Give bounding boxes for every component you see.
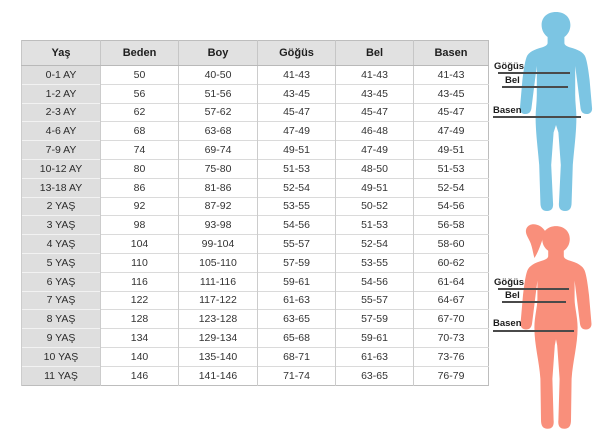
table-cell: 47-49 xyxy=(258,122,336,141)
column-header: Beden xyxy=(101,41,179,66)
girl-chest-label: Göğüs xyxy=(494,277,525,288)
girl-waist-label: Bel xyxy=(505,290,520,301)
table-cell: 47-49 xyxy=(414,122,489,141)
table-cell: 45-47 xyxy=(414,103,489,122)
table-cell: 104 xyxy=(101,235,179,254)
table-row xyxy=(22,310,489,329)
table-cell: 43-45 xyxy=(414,84,489,103)
row-header-cell: 3 YAŞ xyxy=(22,216,101,235)
table-cell: 110 xyxy=(101,253,179,272)
table-row xyxy=(22,103,489,122)
header-row xyxy=(22,41,489,66)
column-header: Boy xyxy=(179,41,258,66)
table-cell: 111-116 xyxy=(179,272,258,291)
table-cell: 75-80 xyxy=(179,159,258,178)
table-cell: 123-128 xyxy=(179,310,258,329)
table-cell: 59-61 xyxy=(258,272,336,291)
girl-hips-label: Basen xyxy=(493,318,522,329)
table-cell: 43-45 xyxy=(258,84,336,103)
table-cell: 116 xyxy=(101,272,179,291)
table-cell: 58-60 xyxy=(414,235,489,254)
table-cell: 65-68 xyxy=(258,329,336,348)
table-cell: 93-98 xyxy=(179,216,258,235)
table-cell: 50-52 xyxy=(336,197,414,216)
table-cell: 49-51 xyxy=(258,141,336,160)
boy-figure xyxy=(514,10,598,220)
table-row xyxy=(22,66,489,85)
table-row xyxy=(22,253,489,272)
table-row xyxy=(22,141,489,160)
table-cell: 51-56 xyxy=(179,84,258,103)
table-cell: 117-122 xyxy=(179,291,258,310)
table-cell: 73-76 xyxy=(414,347,489,366)
table-cell: 146 xyxy=(101,366,179,385)
girl-ponytail-shape xyxy=(526,224,545,258)
table-cell: 134 xyxy=(101,329,179,348)
boy-waist-label: Bel xyxy=(505,75,520,86)
table-cell: 57-62 xyxy=(179,103,258,122)
row-header-cell: 10 YAŞ xyxy=(22,347,101,366)
table-cell: 57-59 xyxy=(336,310,414,329)
table-cell: 59-61 xyxy=(336,329,414,348)
table-cell: 70-73 xyxy=(414,329,489,348)
row-header-cell: 7-9 AY xyxy=(22,141,101,160)
table-cell: 81-86 xyxy=(179,178,258,197)
column-header: Yaş xyxy=(22,41,101,66)
table-cell: 69-74 xyxy=(179,141,258,160)
table-cell: 141-146 xyxy=(179,366,258,385)
table-cell: 51-53 xyxy=(414,159,489,178)
table-cell: 122 xyxy=(101,291,179,310)
table-cell: 54-56 xyxy=(336,272,414,291)
table-cell: 98 xyxy=(101,216,179,235)
row-header-cell: 9 YAŞ xyxy=(22,329,101,348)
table-row xyxy=(22,197,489,216)
column-header: Bel xyxy=(336,41,414,66)
table-cell: 49-51 xyxy=(414,141,489,160)
table-row xyxy=(22,347,489,366)
table-cell: 128 xyxy=(101,310,179,329)
girl-waist-line xyxy=(502,301,566,303)
table-cell: 62 xyxy=(101,103,179,122)
boy-hips-label: Basen xyxy=(493,105,522,116)
table-cell: 135-140 xyxy=(179,347,258,366)
table-cell: 140 xyxy=(101,347,179,366)
column-header: Basen xyxy=(414,41,489,66)
size-table xyxy=(21,40,489,386)
table-cell: 80 xyxy=(101,159,179,178)
table-cell: 71-74 xyxy=(258,366,336,385)
boy-silhouette xyxy=(514,10,598,220)
table-row xyxy=(22,272,489,291)
table-cell: 52-54 xyxy=(258,178,336,197)
boy-waist-line xyxy=(502,86,568,88)
table-cell: 53-55 xyxy=(336,253,414,272)
table-row xyxy=(22,235,489,254)
row-header-cell: 0-1 AY xyxy=(22,66,101,85)
table-cell: 105-110 xyxy=(179,253,258,272)
table-cell: 47-49 xyxy=(336,141,414,160)
boy-chest-label: Göğüs xyxy=(494,61,525,72)
table-cell: 52-54 xyxy=(414,178,489,197)
table-cell: 61-63 xyxy=(258,291,336,310)
table-row xyxy=(22,216,489,235)
table-cell: 46-48 xyxy=(336,122,414,141)
table-cell: 53-55 xyxy=(258,197,336,216)
table-cell: 50 xyxy=(101,66,179,85)
table-cell: 60-62 xyxy=(414,253,489,272)
table-cell: 63-68 xyxy=(179,122,258,141)
table-row xyxy=(22,122,489,141)
row-header-cell: 4 YAŞ xyxy=(22,235,101,254)
table-row xyxy=(22,329,489,348)
row-header-cell: 6 YAŞ xyxy=(22,272,101,291)
table-cell: 67-70 xyxy=(414,310,489,329)
table-cell: 55-57 xyxy=(336,291,414,310)
table-cell: 68 xyxy=(101,122,179,141)
column-header: Göğüs xyxy=(258,41,336,66)
table-row xyxy=(22,159,489,178)
table-cell: 54-56 xyxy=(258,216,336,235)
row-header-cell: 1-2 AY xyxy=(22,84,101,103)
table-cell: 41-43 xyxy=(414,66,489,85)
row-header-cell: 13-18 AY xyxy=(22,178,101,197)
table-cell: 68-71 xyxy=(258,347,336,366)
table-cell: 51-53 xyxy=(258,159,336,178)
table-cell: 87-92 xyxy=(179,197,258,216)
table-cell: 92 xyxy=(101,197,179,216)
table-cell: 86 xyxy=(101,178,179,197)
table-cell: 52-54 xyxy=(336,235,414,254)
table-cell: 45-47 xyxy=(258,103,336,122)
boy-body-shape xyxy=(520,12,592,211)
row-header-cell: 7 YAŞ xyxy=(22,291,101,310)
table-cell: 41-43 xyxy=(258,66,336,85)
table-cell: 56-58 xyxy=(414,216,489,235)
table-cell: 76-79 xyxy=(414,366,489,385)
table-cell: 54-56 xyxy=(414,197,489,216)
table-row xyxy=(22,291,489,310)
table-cell: 41-43 xyxy=(336,66,414,85)
table-cell: 64-67 xyxy=(414,291,489,310)
table-cell: 56 xyxy=(101,84,179,103)
table-cell: 129-134 xyxy=(179,329,258,348)
table-cell: 51-53 xyxy=(336,216,414,235)
table-cell: 55-57 xyxy=(258,235,336,254)
girl-body-shape xyxy=(521,226,592,429)
row-header-cell: 5 YAŞ xyxy=(22,253,101,272)
table-cell: 48-50 xyxy=(336,159,414,178)
table-row xyxy=(22,178,489,197)
table-row xyxy=(22,366,489,385)
table-cell: 74 xyxy=(101,141,179,160)
table-cell: 63-65 xyxy=(258,310,336,329)
table-cell: 49-51 xyxy=(336,178,414,197)
table-cell: 45-47 xyxy=(336,103,414,122)
table-row xyxy=(22,84,489,103)
table-cell: 43-45 xyxy=(336,84,414,103)
girl-hips-line xyxy=(493,330,574,332)
row-header-cell: 2 YAŞ xyxy=(22,197,101,216)
boy-hips-line xyxy=(493,116,581,118)
table-cell: 61-64 xyxy=(414,272,489,291)
row-header-cell: 4-6 AY xyxy=(22,122,101,141)
table-cell: 99-104 xyxy=(179,235,258,254)
row-header-cell: 8 YAŞ xyxy=(22,310,101,329)
row-header-cell: 10-12 AY xyxy=(22,159,101,178)
boy-chest-line xyxy=(498,72,570,74)
table-cell: 57-59 xyxy=(258,253,336,272)
row-header-cell: 2-3 AY xyxy=(22,103,101,122)
table-cell: 40-50 xyxy=(179,66,258,85)
row-header-cell: 11 YAŞ xyxy=(22,366,101,385)
table-body xyxy=(22,66,489,386)
table-cell: 63-65 xyxy=(336,366,414,385)
table-cell: 61-63 xyxy=(336,347,414,366)
